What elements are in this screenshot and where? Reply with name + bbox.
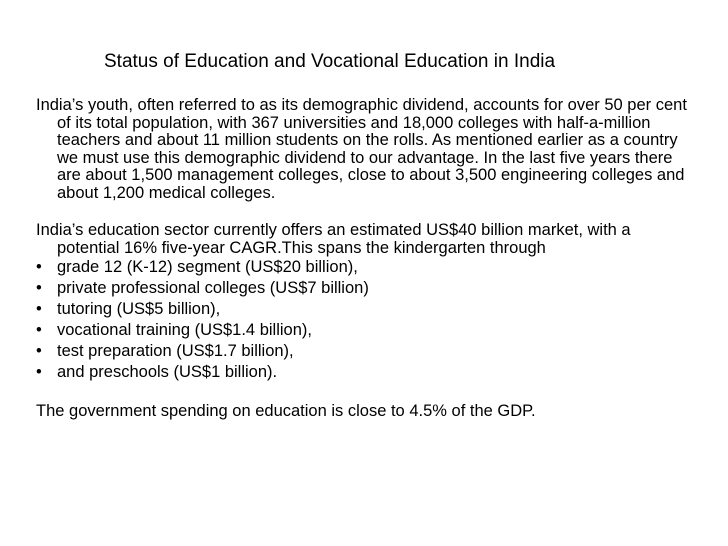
list-item	[36, 341, 696, 362]
bullet-icon: •	[36, 363, 42, 381]
list-item	[36, 320, 696, 341]
slide-body	[36, 97, 696, 421]
paragraph-gdp-spending: The government spending on education is close to 4.5% of the GDP.	[36, 402, 536, 420]
list-item	[36, 278, 696, 299]
paragraph-market: India’s education sector currently offers an estimated US$40 billion market, with a potential 16% five-year CAGR.This spans the kindergarten through	[36, 221, 631, 257]
bullet-icon: •	[36, 258, 42, 276]
paragraph-spacer	[36, 383, 696, 403]
list-item-text: private professional colleges (US$7 billion)	[57, 279, 369, 297]
paragraph-demographics: India’s youth, often referred to as its demographic dividend, accounts for over 50 per cent of its total population, with 367 universities and 18,000 colleges with half-a-million teachers and about 11 million students on the rolls. As mentioned earlier as a country we must use this demographic dividend to our advantage. In the last five years there are about 1,500 management colleges, close to about 3,500 engineering colleges and about 1,200 medical colleges.	[36, 96, 687, 202]
list-item	[36, 299, 696, 320]
bullet-icon: •	[36, 279, 42, 297]
slide-title: Status of Education and Vocational Education in India	[104, 51, 556, 72]
bullet-icon: •	[36, 342, 42, 360]
bullet-icon: •	[36, 321, 42, 339]
list-item	[36, 362, 696, 383]
paragraph-spacer	[36, 202, 696, 222]
list-item-text: and preschools (US$1 billion).	[57, 363, 278, 381]
list-item-text: vocational training (US$1.4 billion),	[57, 321, 312, 339]
list-item-text: tutoring (US$5 billion),	[57, 300, 221, 318]
market-segment-list	[36, 257, 696, 383]
list-item-text: grade 12 (K-12) segment (US$20 billion),	[57, 258, 358, 276]
list-item-text: test preparation (US$1.7 billion),	[57, 342, 294, 360]
list-item	[36, 257, 696, 278]
bullet-icon: •	[36, 300, 42, 318]
